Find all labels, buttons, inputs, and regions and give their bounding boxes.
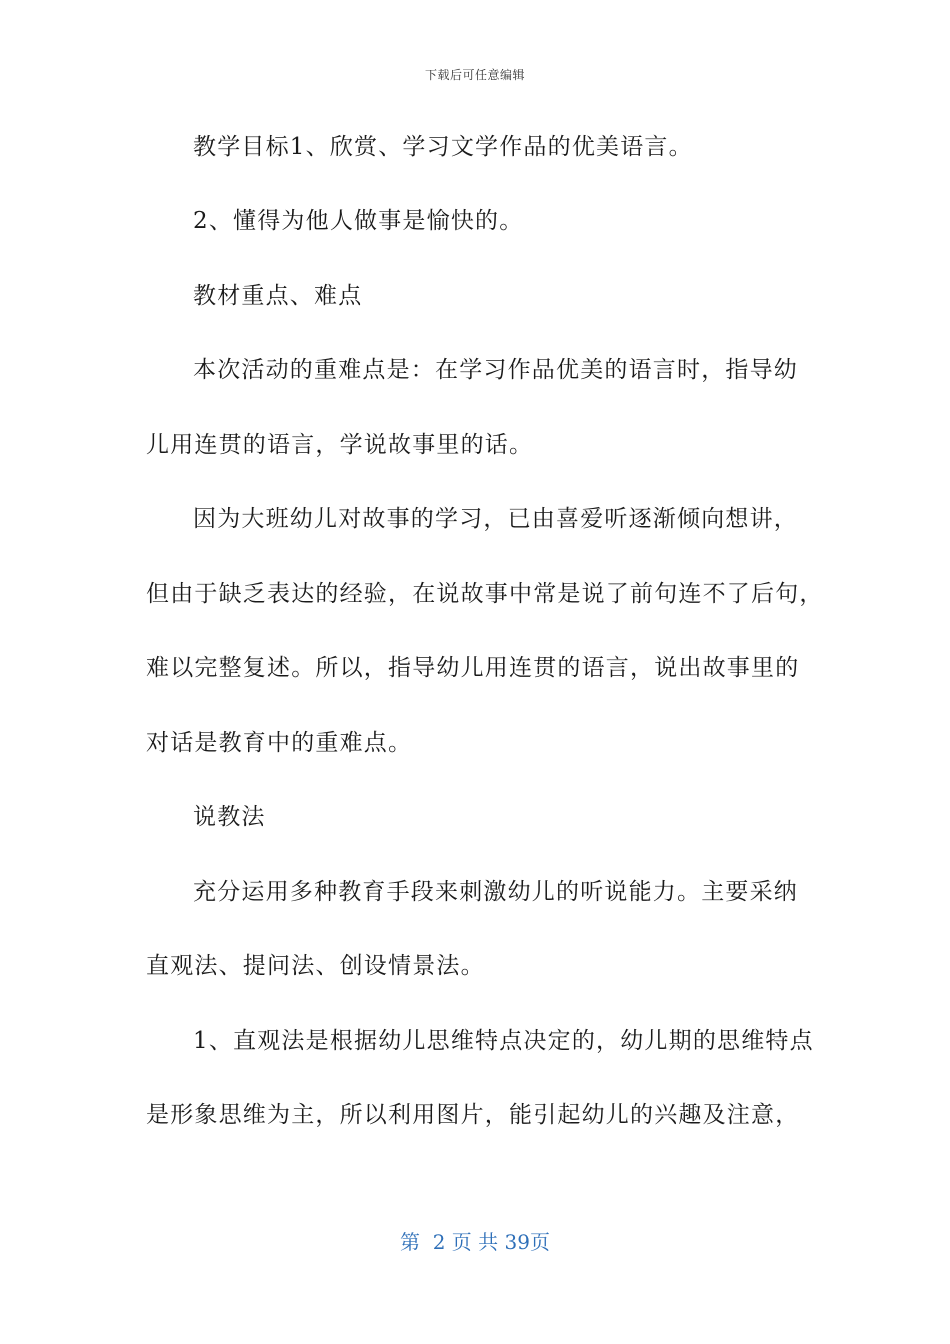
paragraph-line: 难以完整复述。所以，指导幼儿用连贯的语言，说出故事里的 xyxy=(146,655,800,681)
paragraph-line: 本次活动的重难点是：在学习作品优美的语言时，指导幼 xyxy=(193,357,798,383)
paragraph-line: 教学目标1、欣赏、学习文学作品的优美语言。 xyxy=(193,134,693,160)
paragraph-line: 儿用连贯的语言，学说故事里的话。 xyxy=(146,432,534,458)
paragraph-line: 但由于缺乏表达的经验，在说故事中常是说了前句连不了后句， xyxy=(146,581,824,607)
paragraph-line: 教材重点、难点 xyxy=(193,283,363,309)
paragraph-line: 是形象思维为主，所以利用图片，能引起幼儿的兴趣及注意， xyxy=(146,1102,800,1128)
paragraph-line: 直观法、提问法、创设情景法。 xyxy=(146,953,485,979)
paragraph-line: 1、直观法是根据幼儿思维特点决定的，幼儿期的思维特点 xyxy=(193,1028,814,1054)
paragraph-line: 对话是教育中的重难点。 xyxy=(146,730,413,756)
paragraph-line: 2、懂得为他人做事是愉快的。 xyxy=(193,208,524,234)
paragraph-line: 充分运用多种教育手段来刺激幼儿的听说能力。主要采纳 xyxy=(193,879,798,905)
paragraph-line: 说教法 xyxy=(193,804,266,830)
header-note: 下载后可任意编辑 xyxy=(424,68,525,82)
page-number-footer: 第 2 页 共 39页 xyxy=(400,1230,550,1254)
paragraph-line: 因为大班幼儿对故事的学习，已由喜爱听逐渐倾向想讲， xyxy=(193,506,798,532)
